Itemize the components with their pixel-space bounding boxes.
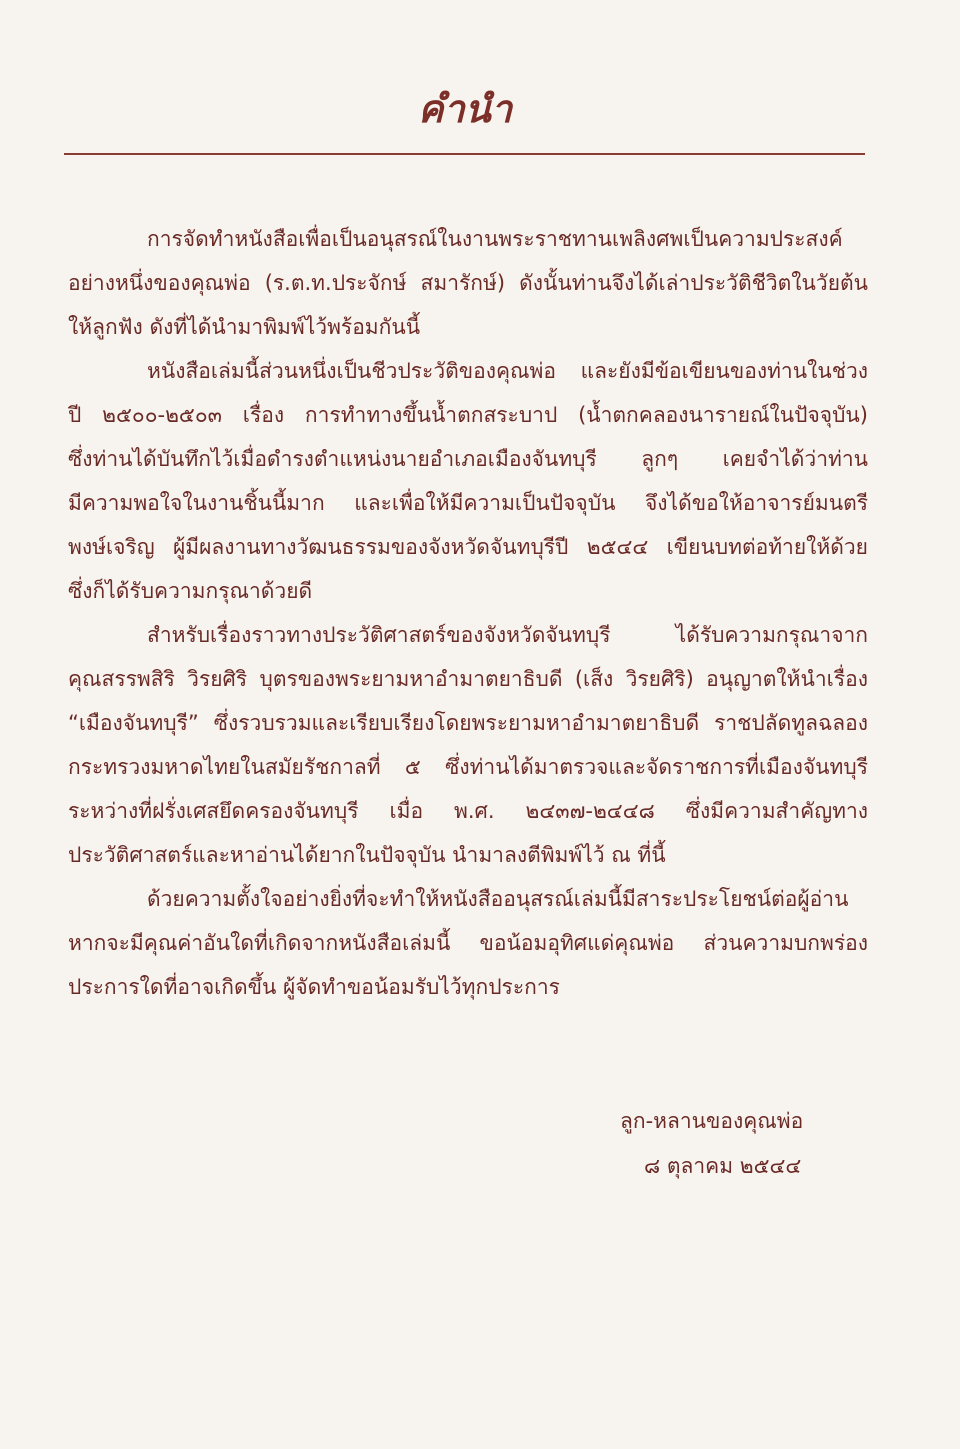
- text-line: ให้ลูกฟัง ดังที่ได้นำมาพิมพ์ไว้พร้อมกันนี้: [68, 315, 421, 339]
- text-line: หนังสือเล่มนี้ส่วนหนึ่งเป็นชีวประวัติของคุณพ่อ และยังมีข้อเขียนของท่านในช่วง: [147, 359, 868, 383]
- text-line: สำหรับเรื่องราวทางประวัติศาสตร์ของจังหวัดจันทบุรี ได้รับความกรุณาจาก: [147, 623, 868, 647]
- signature-author: ลูก-หลานของคุณพ่อ: [620, 1109, 804, 1133]
- page-title: คำนำ: [417, 86, 513, 131]
- text-line: มีความพอใจในงานชิ้นนี้มาก และเพื่อให้มีความเป็นปัจจุบัน จึงได้ขอให้อาจารย์มนตรี: [68, 491, 868, 515]
- text-line: ระหว่างที่ฝรั่งเศสยึดครองจันทบุรี เมื่อ พ.ศ. ๒๔๓๗-๒๔๔๘ ซึ่งมีความสำคัญทาง: [68, 799, 868, 823]
- text-line: ซึ่งท่านได้บันทึกไว้เมื่อดำรงตำแหน่งนายอำเภอเมืองจันทบุรี ลูกๆ เคยจำได้ว่าท่าน: [68, 447, 868, 471]
- text-line: การจัดทำหนังสือเพื่อเป็นอนุสรณ์ในงานพระราชทานเพลิงศพเป็นความประสงค์: [147, 227, 843, 251]
- text-line: ด้วยความตั้งใจอย่างยิ่งที่จะทำให้หนังสืออนุสรณ์เล่มนี้มีสาระประโยชน์ต่อผู้อ่าน: [147, 887, 849, 911]
- text-line: หากจะมีคุณค่าอันใดที่เกิดจากหนังสือเล่มนี้ ขอน้อมอุทิศแด่คุณพ่อ ส่วนความบกพร่อง: [68, 931, 868, 955]
- text-line: ประวัติศาสตร์และหาอ่านได้ยากในปัจจุบัน นำมาลงตีพิมพ์ไว้ ณ ที่นี้: [68, 843, 666, 867]
- text-line: พงษ์เจริญ ผู้มีผลงานทางวัฒนธรรมของจังหวัดจันทบุรีปี ๒๕๔๔ เขียนบทต่อท้ายให้ด้วย: [68, 535, 868, 559]
- text-line: “เมืองจันทบุรี” ซึ่งรวบรวมและเรียบเรียงโดยพระยามหาอำมาตยาธิบดี ราชปลัดทูลฉลอง: [68, 711, 868, 735]
- title-divider: [64, 153, 865, 155]
- text-line: อย่างหนึ่งของคุณพ่อ (ร.ต.ท.ประจักษ์ สมารักษ์) ดังนั้นท่านจึงได้เล่าประวัติชีวิตในวัยต้น: [68, 271, 868, 295]
- text-line: คุณสรรพสิริ วิรยศิริ บุตรของพระยามหาอำมาตยาธิบดี (เส็ง วิรยศิริ) อนุญาตให้นำเรื่อง: [68, 667, 868, 691]
- text-line: ปี ๒๕๐๐-๒๕๐๓ เรื่อง การทำทางขึ้นน้ำตกสระบาป (น้ำตกคลองนารายณ์ในปัจจุบัน): [68, 403, 868, 427]
- text-line: ประการใดที่อาจเกิดขึ้น ผู้จัดทำขอน้อมรับไว้ทุกประการ: [68, 975, 560, 999]
- signature-date: ๘ ตุลาคม ๒๕๔๔: [644, 1154, 802, 1178]
- text-line: กระทรวงมหาดไทยในสมัยรัชกาลที่ ๕ ซึ่งท่านได้มาตรวจและจัดราชการที่เมืองจันทบุรี: [68, 755, 868, 779]
- text-line: ซึ่งก็ได้รับความกรุณาด้วยดี: [68, 579, 313, 603]
